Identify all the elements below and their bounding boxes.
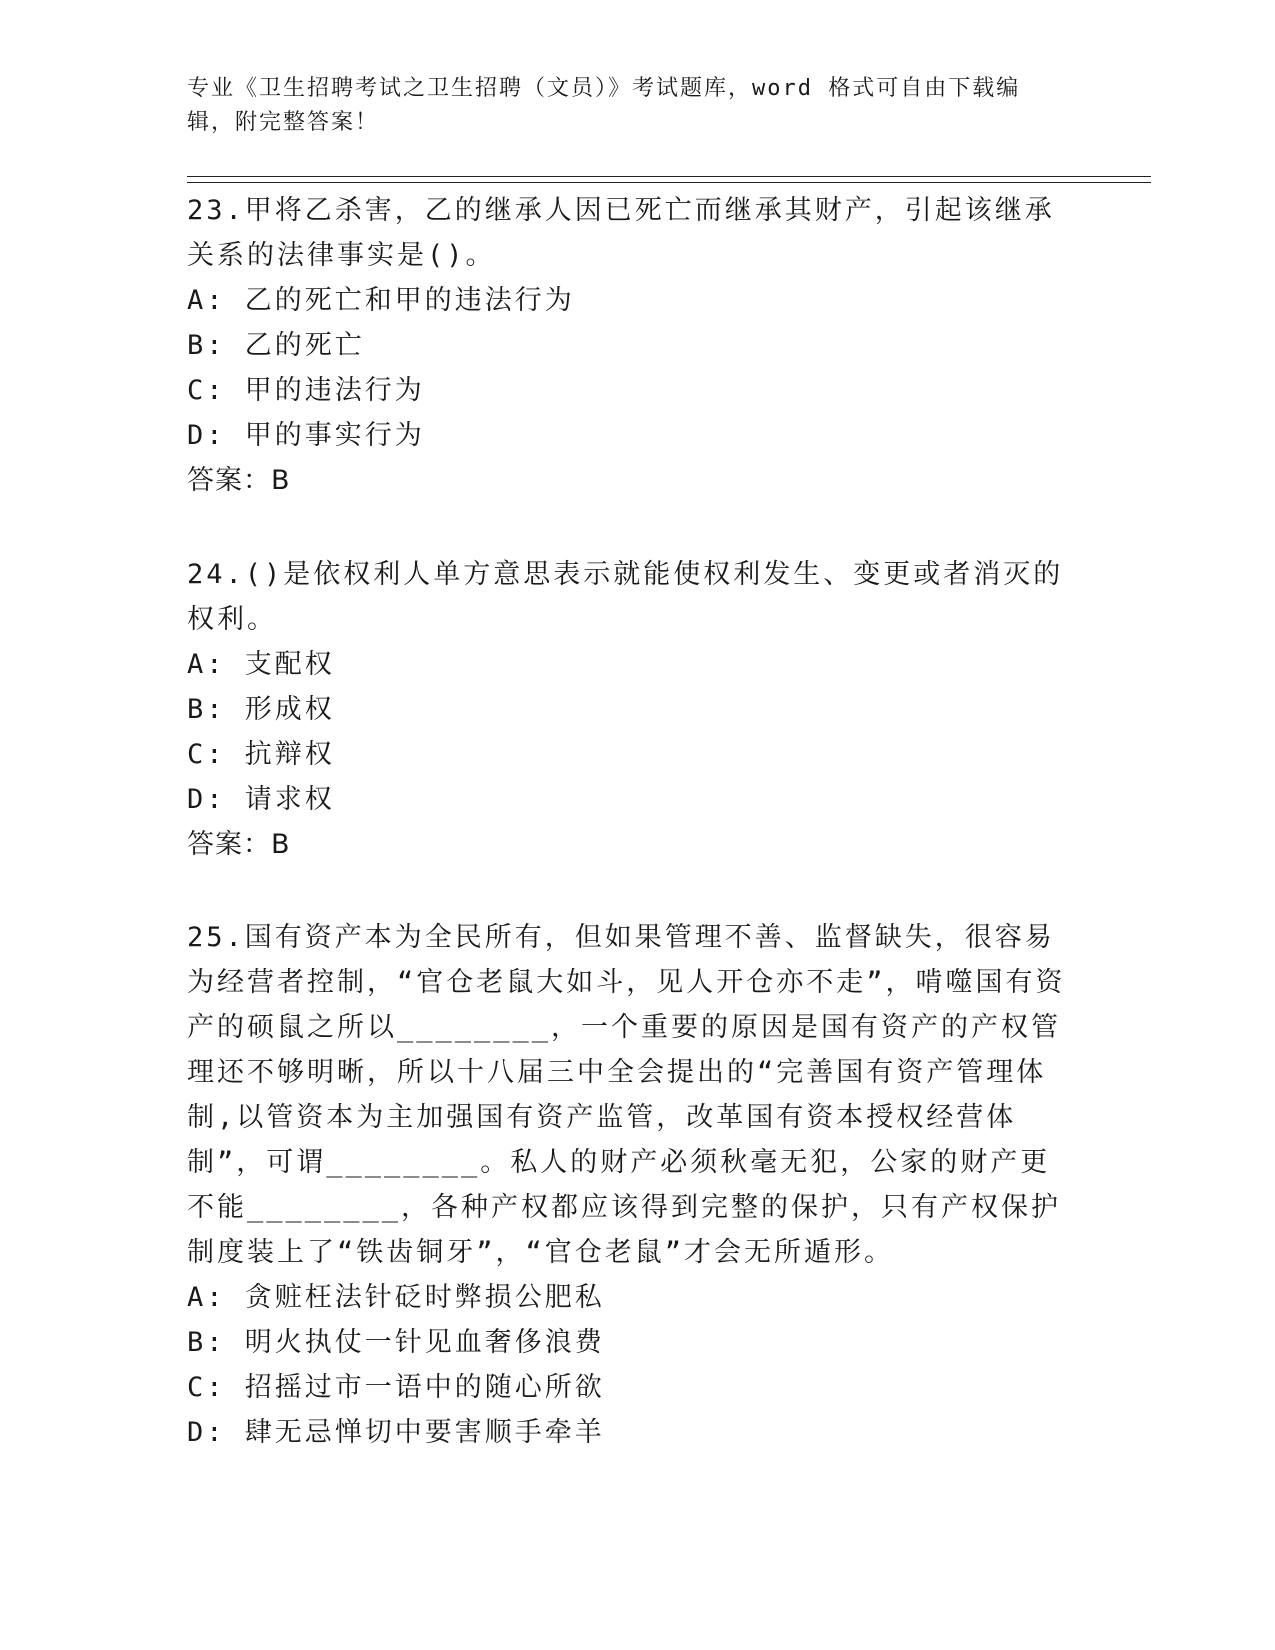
question-24 bbox=[187, 552, 1067, 867]
option-b: B: 明火执仗一针见血奢侈浪费 bbox=[187, 1327, 605, 1358]
option-a: A: 贪赃枉法针砭时弊损公肥私 bbox=[187, 1282, 605, 1313]
answer: 答案：B bbox=[187, 829, 291, 860]
option-d: D: 甲的事实行为 bbox=[187, 420, 425, 451]
question-23 bbox=[187, 188, 1067, 503]
option-c: C: 抗辩权 bbox=[187, 739, 335, 770]
option-d: D: 请求权 bbox=[187, 784, 335, 815]
question-stem: 23.甲将乙杀害，乙的继承人因已死亡而继承其财产，引起该继承关系的法律事实是()。 bbox=[187, 195, 1055, 271]
question-25 bbox=[187, 915, 1067, 1455]
option-a: A: 支配权 bbox=[187, 649, 335, 680]
option-d: D: 肆无忌惮切中要害顺手牵羊 bbox=[187, 1417, 605, 1448]
option-c: C: 甲的违法行为 bbox=[187, 375, 425, 406]
option-c: C: 招摇过市一语中的随心所欲 bbox=[187, 1372, 605, 1403]
option-b: B: 形成权 bbox=[187, 694, 335, 725]
header-divider-top bbox=[187, 176, 1151, 177]
option-a: A: 乙的死亡和甲的违法行为 bbox=[187, 285, 575, 316]
header-divider-bottom bbox=[187, 182, 1151, 183]
document-header: 专业《卫生招聘考试之卫生招聘（文员）》考试题库，word 格式可自由下载编辑，附完整答案！ bbox=[187, 76, 1021, 135]
question-stem: 25.国有资产本为全民所有，但如果管理不善、监督缺失，很容易为经营者控制，“官仓老鼠大如斗，见人开仓亦不走”，啃噬国有资产的硕鼠之所以________，一个重要的原因是国有资产的产权管理还不够明晰，所以十八届三中全会提出的“完善国有资产管理体制,以管资本为主加强国有资产监管，改革国有资本授权经营体制”，可谓________。私人的财产必须秋毫无犯，公家的财产更不能________，各种产权都应该得到完整的保护，只有产权保护制度装上了“铁齿铜牙”，“官仓老鼠”才会无所遁形。 bbox=[187, 922, 1066, 1268]
answer: 答案：B bbox=[187, 465, 291, 496]
question-stem: 24.()是依权利人单方意思表示就能使权利发生、变更或者消灭的权利。 bbox=[187, 559, 1064, 635]
option-b: B: 乙的死亡 bbox=[187, 330, 365, 361]
